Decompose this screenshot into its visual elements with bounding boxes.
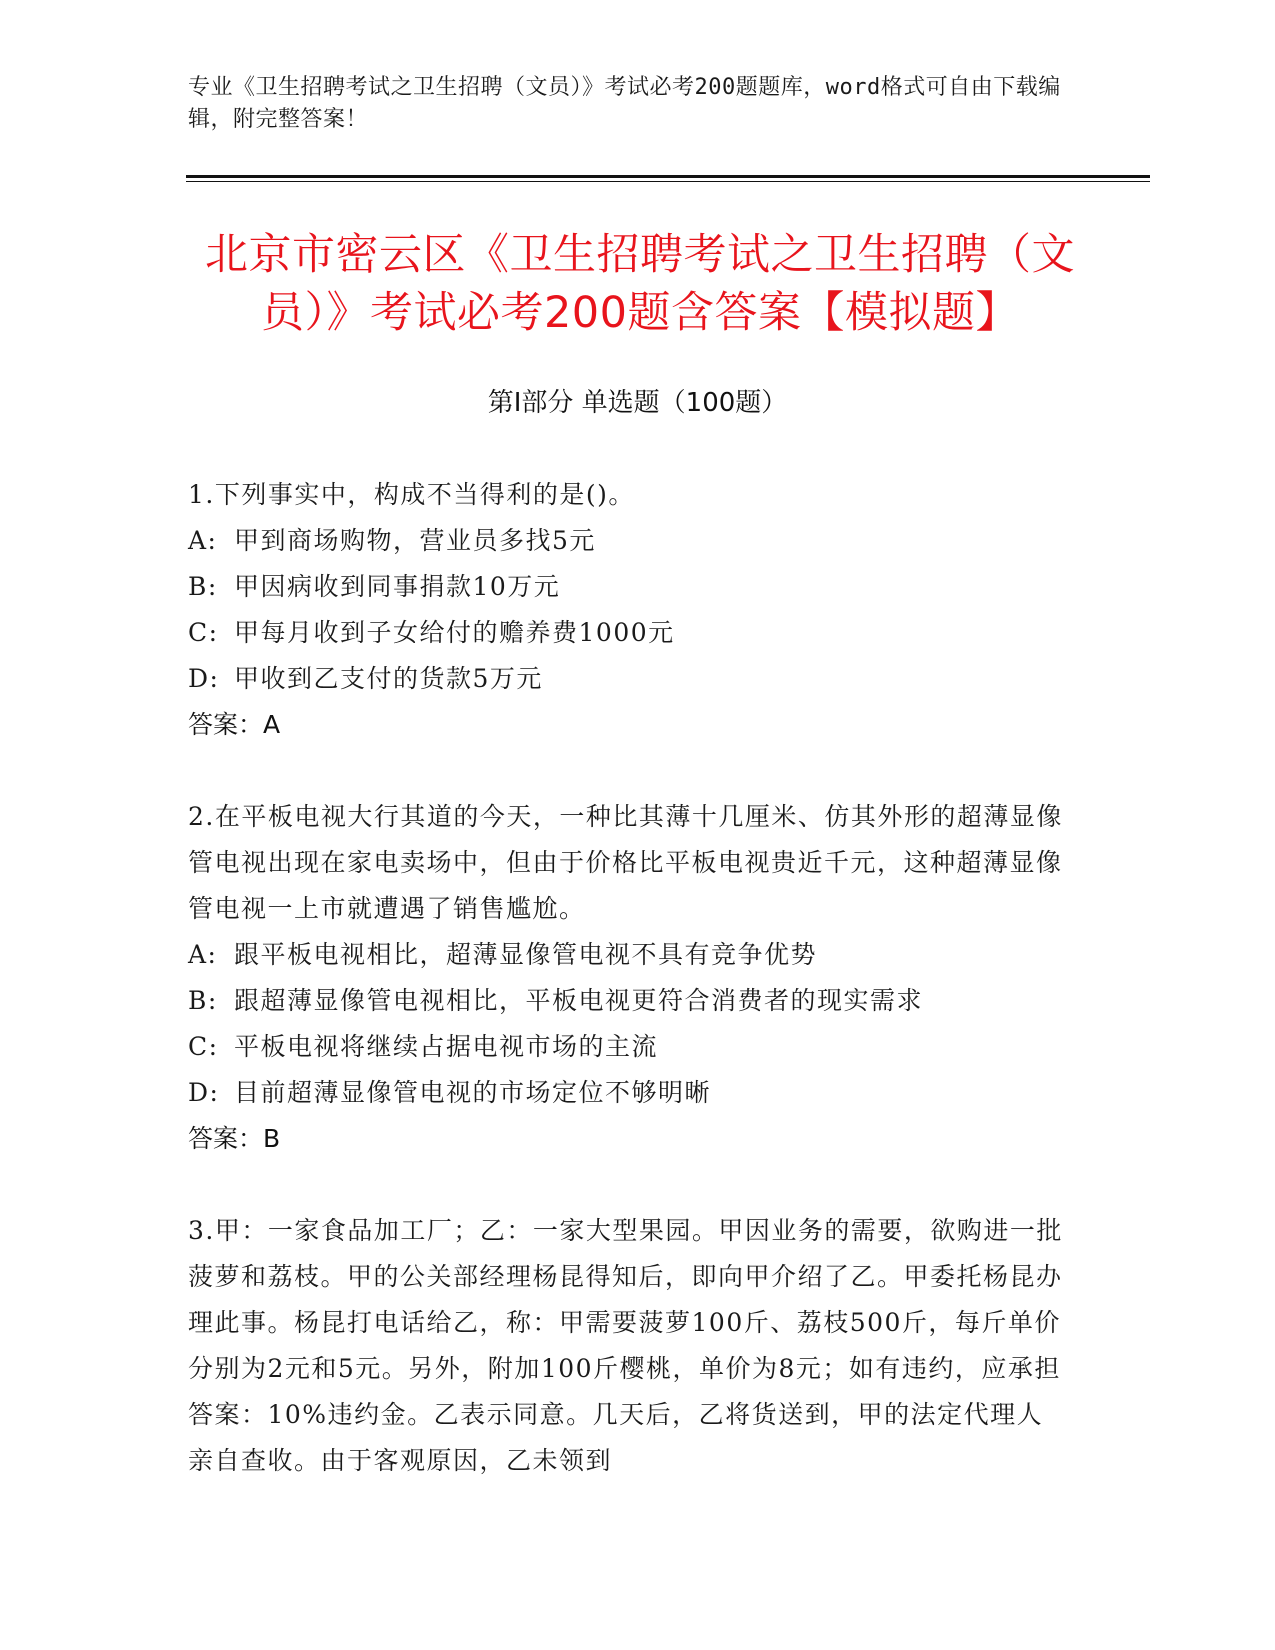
header-divider-thin — [186, 181, 1150, 182]
option-key: A: — [188, 526, 218, 555]
option-key: C: — [188, 1032, 219, 1061]
document-title: 北京市密云区《卫生招聘考试之卫生招聘（文员）》考试必考200题含答案【模拟题】 — [205, 230, 1075, 338]
option-d — [188, 656, 1068, 702]
question-2 — [188, 794, 1068, 1162]
option-text: 目前超薄显像管电视的市场定位不够明晰 — [234, 1078, 712, 1107]
question-3 — [188, 1208, 1068, 1484]
option-key: C: — [188, 618, 219, 647]
option-key: D: — [188, 1078, 220, 1107]
question-text: 2.在平板电视大行其道的今天，一种比其薄十几厘米、仿其外形的超薄显像管电视出现在家电卖场中，但由于价格比平板电视贵近千元，这种超薄显像管电视一上市就遭遇了销售尴尬。 — [188, 802, 1063, 923]
option-text: 甲收到乙支付的货款5万元 — [234, 664, 543, 693]
option-text: 甲到商场购物，营业员多找5元 — [234, 526, 596, 555]
header-divider-thick — [186, 175, 1150, 178]
option-key: B: — [188, 572, 218, 601]
option-a — [188, 518, 1068, 564]
option-d — [188, 1070, 1068, 1116]
option-b — [188, 564, 1068, 610]
option-text: 甲因病收到同事捐款10万元 — [234, 572, 561, 601]
option-text: 跟平板电视相比，超薄显像管电视不具有竞争优势 — [234, 940, 818, 969]
option-key: A: — [188, 940, 218, 969]
option-key: D: — [188, 664, 220, 693]
option-key: B: — [188, 986, 218, 1015]
option-text: 平板电视将继续占据电视市场的主流 — [234, 1032, 659, 1061]
option-b — [188, 978, 1068, 1024]
question-text: 1.下列事实中，构成不当得利的是()。 — [188, 480, 635, 509]
option-a — [188, 932, 1068, 978]
question-list — [188, 472, 1068, 1530]
header-note: 专业《卫生招聘考试之卫生招聘（文员）》考试必考200题题库，word格式可自由下载编辑，附完整答案！ — [188, 75, 1061, 132]
question-text: 3.甲：一家食品加工厂；乙：一家大型果园。甲因业务的需要，欲购进一批菠萝和荔枝。甲的公关部经理杨昆得知后，即向甲介绍了乙。甲委托杨昆办理此事。杨昆打电话给乙，称：甲需要菠萝100斤、荔枝500斤，每斤单价分别为2元和5元。另外，附加100斤樱桃，单价为8元；如有违约，应承担答案：10%违约金。乙表示同意。几天后，乙将货送到，甲的法定代理人亲自查收。由于客观原因，乙未领到 — [188, 1216, 1063, 1475]
answer-line: 答案：B — [188, 1124, 281, 1153]
question-1 — [188, 472, 1068, 748]
section-heading: 第Ⅰ部分 单选题（100题） — [487, 388, 788, 418]
option-text: 跟超薄显像管电视相比，平板电视更符合消费者的现实需求 — [234, 986, 924, 1015]
option-text: 甲每月收到子女给付的赡养费1000元 — [234, 618, 675, 647]
option-c — [188, 1024, 1068, 1070]
option-c — [188, 610, 1068, 656]
answer-line: 答案：A — [188, 710, 281, 739]
